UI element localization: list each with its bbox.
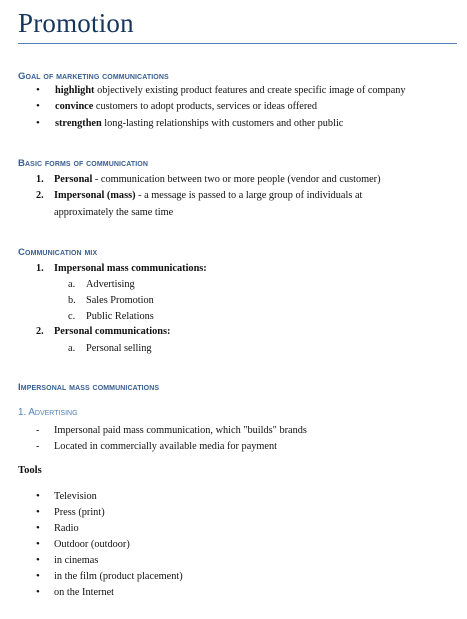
goal-item-bold: highlight xyxy=(55,85,95,96)
bullet-icon: • xyxy=(36,586,40,598)
list-letter: a. xyxy=(68,343,76,354)
tools-item: in cinemas xyxy=(54,555,99,566)
goal-item-text: long-lasting relationships with customers and other public xyxy=(101,118,344,129)
list-number: 1. xyxy=(36,263,44,274)
list-letter: c. xyxy=(68,311,76,322)
goal-heading: Goal of marketing communications xyxy=(18,71,169,82)
goal-item xyxy=(55,118,343,129)
bullet-icon: • xyxy=(36,570,40,582)
tools-item: Radio xyxy=(54,523,79,534)
mix-group-label: Personal communications: xyxy=(54,326,171,337)
bullet-icon: • xyxy=(36,506,40,518)
goal-item xyxy=(55,101,317,112)
forms-item xyxy=(54,190,362,201)
title-rule xyxy=(18,43,457,44)
bullet-icon: • xyxy=(36,490,40,502)
forms-item-text: - communication between two or more people (vendor and customer) xyxy=(92,174,381,185)
dash-marker: - xyxy=(36,425,40,436)
page-title: Promotion xyxy=(18,8,134,38)
dash-marker: - xyxy=(36,441,40,452)
forms-item-bold: Impersonal (mass) xyxy=(54,190,136,201)
bullet-icon: • xyxy=(36,554,40,566)
tools-item: in the film (product placement) xyxy=(54,571,183,582)
bullet-icon: • xyxy=(36,100,40,112)
tools-item: Television xyxy=(54,491,97,502)
mix-heading: Communication mix xyxy=(18,247,98,258)
list-number: 2. xyxy=(36,326,44,337)
mix-sub-item: Public Relations xyxy=(86,311,154,322)
bullet-icon: • xyxy=(36,117,40,129)
bullet-icon: • xyxy=(36,538,40,550)
goal-item-bold: convince xyxy=(55,101,94,112)
tools-item: on the Internet xyxy=(54,587,115,598)
list-letter: a. xyxy=(68,279,76,290)
forms-heading: Basic forms of communication xyxy=(18,158,148,169)
advertising-subheading: 1. Advertising xyxy=(18,407,78,418)
goal-item-text: objectively existing product features and create specific image of company xyxy=(94,85,406,96)
mix-group-label: Impersonal mass communications: xyxy=(54,263,207,274)
dash-item: Impersonal paid mass communication, which "builds" brands xyxy=(54,425,307,436)
mix-sub-item: Sales Promotion xyxy=(86,295,154,306)
impersonal-heading: Impersonal mass communications xyxy=(18,382,160,393)
mix-sub-item: Personal selling xyxy=(86,343,152,354)
list-number: 1. xyxy=(36,174,44,185)
goal-item-bold: strengthen xyxy=(55,118,102,129)
tools-item: Outdoor (outdoor) xyxy=(54,539,130,550)
list-number: 2. xyxy=(36,190,44,201)
goal-item-text: customers to adopt products, services or ideas offered xyxy=(93,101,318,112)
goal-item xyxy=(55,85,406,96)
tools-item: Press (print) xyxy=(54,507,105,518)
forms-item-continuation: approximately the same time xyxy=(54,207,174,218)
tools-heading: Tools xyxy=(18,465,42,476)
forms-item-text: - a message is passed to a large group of individuals at xyxy=(135,190,363,201)
forms-item xyxy=(54,174,381,185)
bullet-icon: • xyxy=(36,522,40,534)
dash-item: Located in commercially available media for payment xyxy=(54,441,278,452)
mix-sub-item: Advertising xyxy=(86,279,135,290)
list-letter: b. xyxy=(68,295,76,306)
forms-item-bold: Personal xyxy=(54,174,93,185)
bullet-icon: • xyxy=(36,84,40,96)
